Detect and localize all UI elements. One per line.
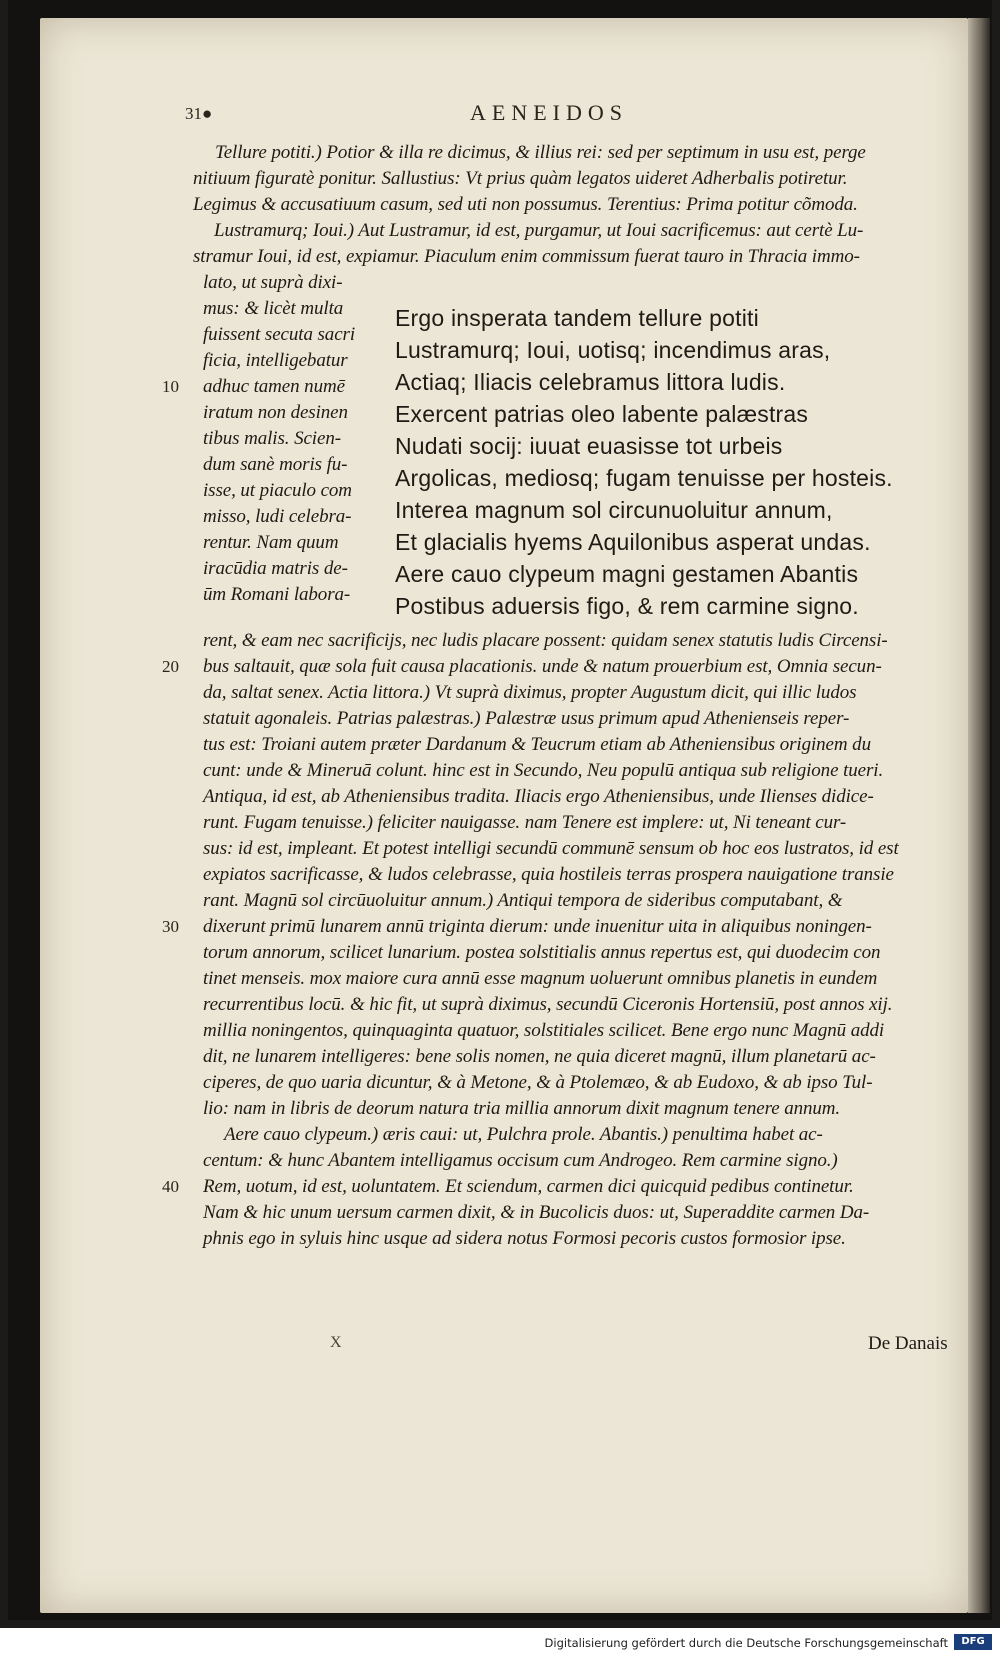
dfg-logo: DFG [954, 1634, 992, 1650]
commentary-line: Antiqua, id est, ab Atheniensibus tradita. Iliacis ergo Atheniensibus, unde Ilienses didice- [203, 786, 874, 807]
side-commentary-line: iracūdia matris de- [203, 558, 348, 579]
commentary-line: dixerunt primū lunarem annū triginta dierum: unde inuenitur uita in aliquibus noningen- [203, 916, 872, 937]
side-commentary-line: ūm Romani labora- [203, 584, 351, 605]
commentary-line: stramur Ioui, id est, expiamur. Piaculum enim commissum fuerat tauro in Thracia immo- [193, 246, 860, 267]
side-commentary-line: iratum non desinen [203, 402, 348, 423]
verse-line: Nudati socij: iuuat euasisse tot urbeis [395, 433, 783, 459]
commentary-line: sus: id est, impleant. Et potest intelligi secundū communē sensum ob hoc eos lustratos, id est [203, 838, 899, 859]
verse-line: Aere cauo clypeum magni gestamen Abantis [395, 561, 859, 587]
commentary-line: expiatos sacrificasse, & ludos celebrasse, quia hostileis terras prospera nauigatione transie [203, 864, 894, 885]
verse-line: Interea magnum sol circunuoluitur annum, [395, 497, 833, 523]
footer-bar [0, 1628, 1000, 1659]
commentary-line: phnis ego in syluis hinc usque ad sidera notus Formosi pecoris custos formosior ipse. [203, 1228, 846, 1249]
commentary-line: da, saltat senex. Actia littora.) Vt suprà diximus, propter Augustum dicit, qui illic ludos [203, 682, 857, 703]
commentary-line: centum: & hunc Abantem intelligamus occisum cum Androgeo. Rem carmine signo.) [203, 1150, 838, 1171]
side-commentary-line: dum sanè moris fu- [203, 454, 348, 475]
commentary-line: Lustramurq; Ioui.) Aut Lustramur, id est, purgamur, ut Ioui sacrificemus: aut certè Lu- [214, 220, 864, 241]
line-number: 10 [162, 377, 179, 396]
commentary-line: bus saltauit, quæ sola fuit causa placationis. unde & natum prouerbium est, Omnia secun- [203, 656, 882, 677]
commentary-line: torum annorum, scilicet lunarium. postea solstitialis annus repertus est, qui duodecim con [203, 942, 881, 963]
verse-line: Postibus aduersis figo, & rem carmine signo. [395, 593, 859, 619]
commentary-line: Nam & hic unum uersum carmen dixit, & in Bucolicis duos: ut, Superaddite carmen Da- [203, 1202, 870, 1223]
commentary-line: recurrentibus locū. & hic fit, ut suprà diximus, secundū Ciceronis Hortensiū, post annos xij. [203, 994, 893, 1015]
commentary-line: nitiuum figuratè ponitur. Sallustius: Vt prius quàm legatos uideret Adherbalis potiretur. [193, 168, 848, 189]
commentary-line: Rem, uotum, id est, uoluntatem. Et sciendum, carmen dici quicquid pedibus continetur. [203, 1176, 854, 1197]
commentary-line: lio: nam in libris de deorum natura tria millia annorum dixit magnum tenere annum. [203, 1098, 841, 1119]
side-commentary-line: ficia, intelligebatur [203, 350, 348, 371]
verse-line: Et glacialis hyems Aquilonibus asperat undas. [395, 529, 871, 555]
line-number: 30 [162, 917, 179, 936]
commentary-line: statuit agonaleis. Patrias palæstras.) Palæstræ usus primum apud Athenienseis reper- [203, 708, 850, 729]
side-commentary-line: misso, ludi celebra- [203, 506, 352, 527]
side-commentary-line: mus: & licèt multa [203, 298, 344, 319]
catchword: De Danais [868, 1333, 948, 1354]
verse-line: Lustramurq; Ioui, uotisq; incendimus aras, [395, 337, 831, 363]
side-commentary-line: adhuc tamen numē [203, 376, 345, 397]
page-edge-shadow [968, 18, 990, 1613]
side-commentary-line: fuissent secuta sacri [203, 324, 355, 345]
running-title: AENEIDOS [470, 100, 628, 125]
verse-line: Actiaq; Iliacis celebramus littora ludis. [395, 369, 786, 395]
side-commentary-line: tibus malis. Scien- [203, 428, 341, 449]
verse-line: Argolicas, mediosq; fugam tenuisse per hosteis. [395, 465, 893, 491]
verse-line: Exercent patrias oleo labente palæstras [395, 401, 809, 427]
funding-credit: Digitalisierung gefördert durch die Deutsche Forschungsgemeinschaft [544, 1636, 948, 1650]
commentary-line: Aere cauo clypeum.) æris caui: ut, Pulchra prole. Abantis.) penultima habet ac- [224, 1124, 823, 1145]
verse-line: Ergo insperata tandem tellure potiti [395, 305, 759, 331]
commentary-line: millia noningentos, quinquaginta quatuor, solstitiales scilicet. Bene ergo nunc Magnū addi [203, 1020, 885, 1041]
commentary-line: rent, & eam nec sacrificijs, nec ludis placare possent: quidam senex statutis ludis Circensi- [203, 630, 888, 651]
line-number: 40 [162, 1177, 179, 1196]
signature-mark: X [330, 1334, 342, 1351]
commentary-line: tinet menseis. mox maiore cura annū esse magnum uoluerunt omnibus planetis in eundem [203, 968, 878, 989]
commentary-line: dit, ne lunarem intelligeres: bene solis nomen, ne quia diceret magnū, illum planetarū ac- [203, 1046, 876, 1067]
side-commentary-line: lato, ut suprà dixi- [203, 272, 343, 293]
commentary-line: Tellure potiti.) Potior & illa re dicimus, & illius rei: sed per septimum in usu est, perge [215, 142, 866, 163]
commentary-line: tus est: Troiani autem præter Dardanum & Teucrum etiam ab Atheniensibus originem du [203, 734, 871, 755]
commentary-line: runt. Fugam tenuisse.) feliciter nauigasse. nam Tenere est implere: ut, Ni teneant cur- [203, 812, 847, 833]
commentary-line: rant. Magnū sol circūuoluitur annum.) Antiqui tempora de sideribus computabant, & [203, 890, 843, 911]
folio-number: 31● [185, 104, 213, 123]
line-number: 20 [162, 657, 179, 676]
commentary-line: cunt: unde & Mineruā colunt. hinc est in Secundo, Neu populū antiqua sub religione tueri. [203, 760, 884, 781]
side-commentary-line: isse, ut piaculo com [203, 480, 352, 501]
commentary-line: ciperes, de quo uaria dicuntur, & à Metone, & à Ptolemæo, & ab Eudoxo, & ab ipso Tul- [203, 1072, 873, 1093]
commentary-line: Legimus & accusatiuum casum, sed uti non possumus. Terentius: Prima potitur cõmoda. [193, 194, 858, 215]
side-commentary-line: rentur. Nam quum [203, 532, 339, 553]
